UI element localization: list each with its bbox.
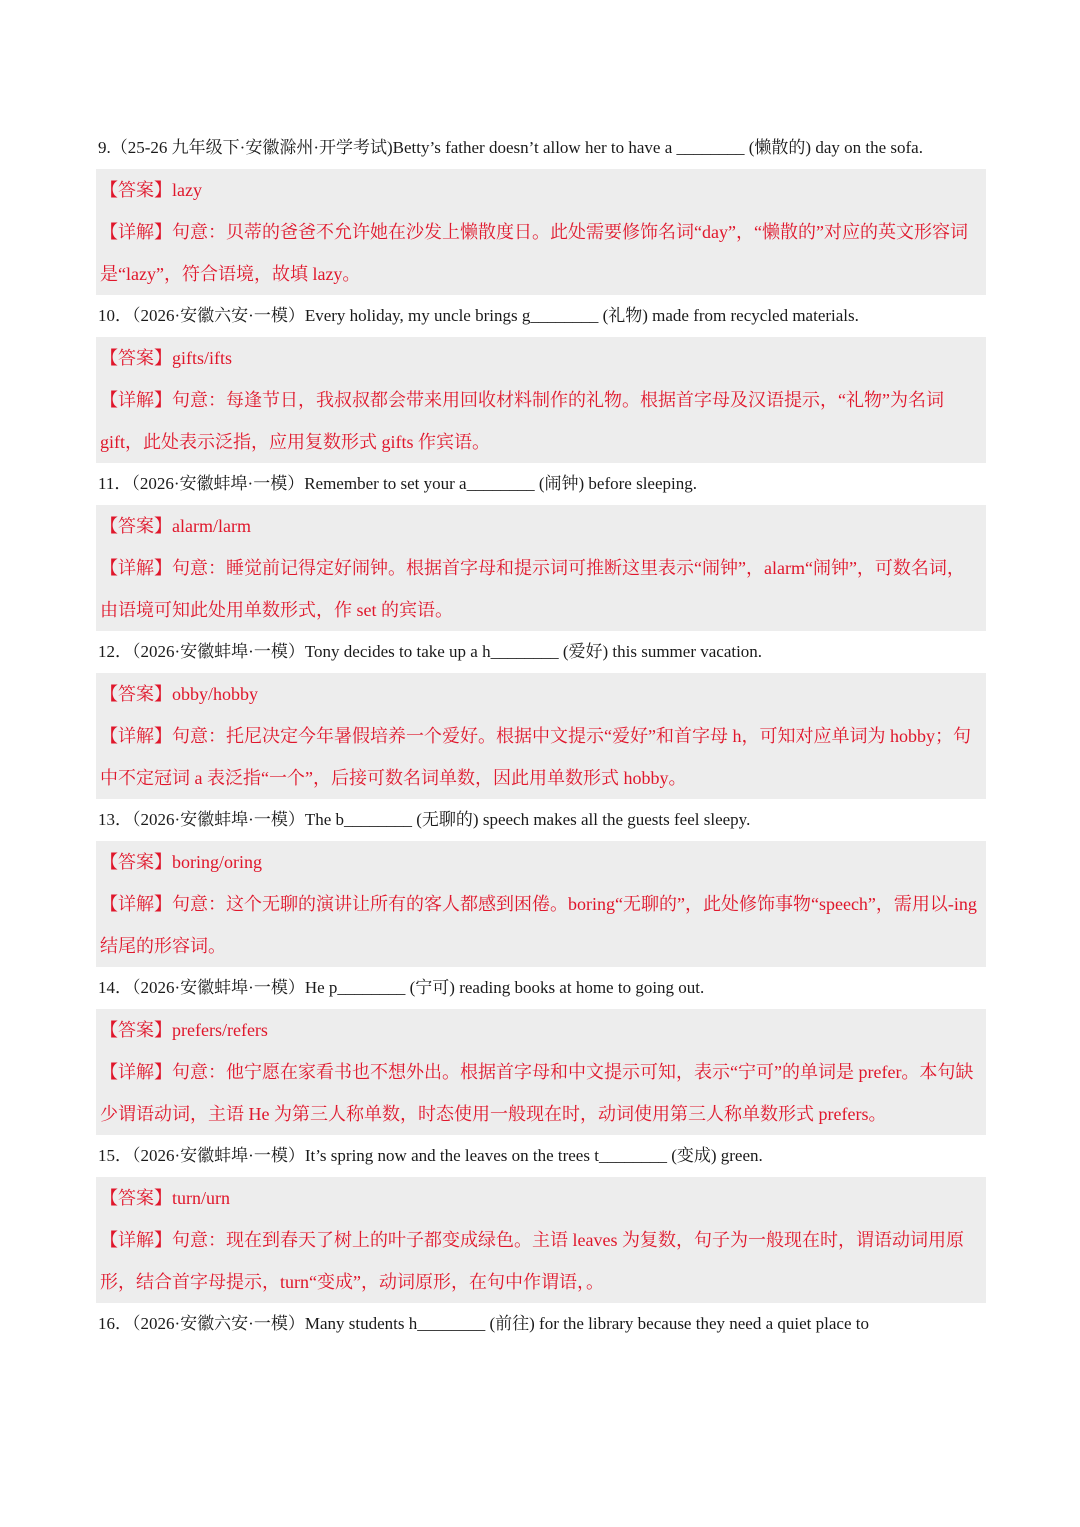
answer-line bbox=[100, 673, 982, 715]
question-text: 9.（25-26 九年级下·安徽滁州·开学考试)Betty’s father doesn’t allow her to have a ________ (懒散的) day on the sofa. bbox=[98, 138, 923, 157]
explanation bbox=[100, 547, 982, 631]
answer-label: 【答案】 bbox=[100, 348, 172, 368]
explanation bbox=[100, 379, 982, 463]
answer-block bbox=[96, 1177, 986, 1303]
question-text: 10．（2026·安徽六安·一模）Every holiday, my uncle brings g________ (礼物) made from recycled materials. bbox=[98, 306, 859, 325]
answer-value: gifts/ifts bbox=[172, 348, 233, 368]
answer-label: 【答案】 bbox=[100, 516, 172, 536]
exercise-item bbox=[96, 463, 986, 631]
answer-value: lazy bbox=[172, 180, 202, 200]
explanation-text: 句意：他宁愿在家看书也不想外出。根据首字母和中文提示可知，表示“宁可”的单词是 prefer。本句缺少谓语动词，主语 He 为第三人称单数，时态使用一般现在时，动词使用第三人称单数形式 prefers。 bbox=[100, 1062, 974, 1124]
exercise-item bbox=[96, 1135, 986, 1303]
question-text: 12．（2026·安徽蚌埠·一模）Tony decides to take up a h________ (爱好) this summer vacation. bbox=[98, 642, 763, 661]
answer-label: 【答案】 bbox=[100, 684, 172, 704]
answer-value: alarm/larm bbox=[172, 516, 251, 536]
answer-line bbox=[100, 1177, 982, 1219]
answer-block bbox=[96, 673, 986, 799]
answer-value: turn/urn bbox=[172, 1188, 230, 1208]
answer-block bbox=[96, 169, 986, 295]
answer-line bbox=[100, 169, 982, 211]
explanation-label: 【详解】 bbox=[100, 1230, 172, 1250]
question-text: 15．（2026·安徽蚌埠·一模）It’s spring now and the leaves on the trees t________ (变成) green. bbox=[98, 1146, 763, 1165]
explanation-text: 句意：睡觉前记得定好闹钟。根据首字母和提示词可推断这里表示“闹钟”，alarm“闹钟”，可数名词，由语境可知此处用单数形式，作 set 的宾语。 bbox=[100, 558, 965, 620]
exercise-item bbox=[96, 127, 986, 295]
answer-value: obby/hobby bbox=[172, 684, 259, 704]
exercise-item bbox=[96, 799, 986, 967]
explanation bbox=[100, 211, 982, 295]
answer-value: boring/oring bbox=[172, 852, 262, 872]
question-text: 13．（2026·安徽蚌埠·一模）The b________ (无聊的) speech makes all the guests feel sleepy. bbox=[98, 810, 751, 829]
question-text-partial: 16．（2026·安徽六安·一模）Many students h________ (前往) for the library because they need a quiet place to bbox=[98, 1314, 869, 1333]
answer-line bbox=[100, 1009, 982, 1051]
explanation-label: 【详解】 bbox=[100, 390, 172, 410]
answer-label: 【答案】 bbox=[100, 180, 172, 200]
explanation bbox=[100, 883, 982, 967]
answer-block bbox=[96, 505, 986, 631]
explanation-label: 【详解】 bbox=[100, 894, 172, 914]
explanation bbox=[100, 1051, 982, 1135]
explanation-text: 句意：贝蒂的爸爸不允许她在沙发上懒散度日。此处需要修饰名词“day”，“懒散的”对应的英文形容词是“lazy”，符合语境，故填 lazy。 bbox=[100, 222, 968, 284]
explanation-text: 句意：这个无聊的演讲让所有的客人都感到困倦。boring“无聊的”，此处修饰事物“speech”，需用以-ing 结尾的形容词。 bbox=[100, 894, 977, 956]
answer-block bbox=[96, 841, 986, 967]
question-text: 14．（2026·安徽蚌埠·一模）He p________ (宁可) reading books at home to going out. bbox=[98, 978, 705, 997]
answer-block bbox=[96, 1009, 986, 1135]
question-text: 11．（2026·安徽蚌埠·一模）Remember to set your a________ (闹钟) before sleeping. bbox=[98, 474, 697, 493]
exercise-item bbox=[96, 295, 986, 463]
answer-line bbox=[100, 841, 982, 883]
explanation-text: 句意：现在到春天了树上的叶子都变成绿色。主语 leaves 为复数，句子为一般现在时，谓语动词用原形，结合首字母提示，turn“变成”，动词原形，在句中作谓语，。 bbox=[100, 1230, 964, 1292]
explanation-text: 句意：每逢节日，我叔叔都会带来用回收材料制作的礼物。根据首字母及汉语提示，“礼物”为名词 gift，此处表示泛指，应用复数形式 gifts 作宾语。 bbox=[100, 390, 944, 452]
explanation-text: 句意：托尼决定今年暑假培养一个爱好。根据中文提示“爱好”和首字母 h，可知对应单词为 hobby；句中不定冠词 a 表泛指“一个”，后接可数名词单数，因此用单数形式 hobby。 bbox=[100, 726, 971, 788]
answer-value: prefers/refers bbox=[172, 1020, 268, 1040]
exercise-item bbox=[96, 967, 986, 1135]
explanation-label: 【详解】 bbox=[100, 1062, 172, 1082]
answer-label: 【答案】 bbox=[100, 1020, 172, 1040]
explanation-label: 【详解】 bbox=[100, 222, 172, 242]
answer-block bbox=[96, 337, 986, 463]
answer-label: 【答案】 bbox=[100, 852, 172, 872]
exercise-list bbox=[96, 127, 986, 1345]
answer-line bbox=[100, 337, 982, 379]
answer-line bbox=[100, 505, 982, 547]
explanation bbox=[100, 1219, 982, 1303]
explanation-label: 【详解】 bbox=[100, 558, 172, 578]
explanation bbox=[100, 715, 982, 799]
answer-label: 【答案】 bbox=[100, 1188, 172, 1208]
exercise-item bbox=[96, 631, 986, 799]
explanation-label: 【详解】 bbox=[100, 726, 172, 746]
